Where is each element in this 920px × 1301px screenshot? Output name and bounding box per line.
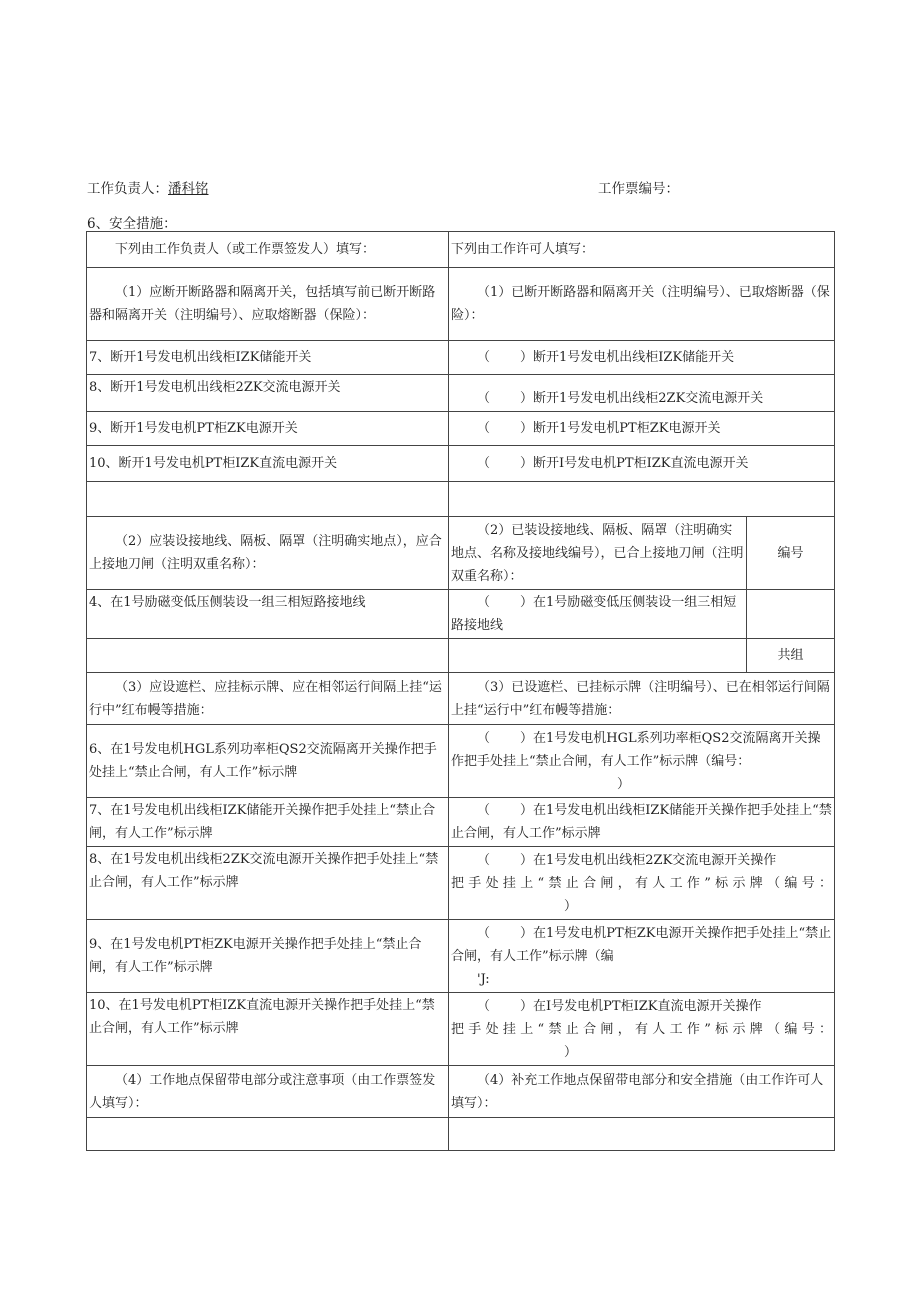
- part3-row2-right[interactable]: [449, 798, 835, 847]
- paren-open: （: [477, 730, 491, 746]
- part3-row5-right-text: ）在I号发电机PT柜IZK直流电源开关操作: [520, 998, 762, 1014]
- part2-row1-number[interactable]: [747, 590, 835, 639]
- empty-cell[interactable]: [87, 639, 449, 673]
- part1-row1-right-text: ）断开1号发电机出线柜IZK储能开关: [520, 350, 735, 365]
- paren-open: （: [477, 998, 491, 1014]
- part3-row5-left: 10、在1号发电机PT柜IZK直流电源开关操作把手处挂上“禁止合闸，有人工作”标示牌: [87, 993, 449, 1066]
- part3-row2-right-text: ）在1号发电机出线柜IZK储能开关操作把手处挂上“禁止合闸，有人工作”标示牌: [451, 803, 832, 841]
- part4-right-title: （4）补充工作地点保留带电部分和安全措施（由工作许可人填写）：: [449, 1066, 835, 1118]
- part4-left-title: （4）工作地点保留带电部分或注意事项（由工作票签发人填写）：: [87, 1066, 449, 1118]
- part3-row4-left: 9、在1号发电机PT柜ZK电源开关操作把手处挂上“禁止合闸，有人工作”标示牌: [87, 920, 449, 993]
- part2-row1-left: 4、在1号励磁变低压侧装设一组三相短路接地线: [87, 590, 449, 639]
- part1-row2-right-text: ）断开1号发电机出线柜2ZK交流电源开关: [520, 391, 764, 406]
- part3-row1-left: 6、在1号发电机HGL系列功率柜QS2交流隔离开关操作把手处挂上“禁止合闸，有人工作”标示牌: [87, 725, 449, 798]
- empty-cell[interactable]: [87, 482, 449, 517]
- paren-close: ）: [564, 1044, 578, 1060]
- part4-title-row: [87, 1066, 835, 1118]
- paren-open: （: [477, 925, 491, 941]
- part2-left-title: （2）应装设接地线、隔板、隔罩（注明确实地点），应合上接地刀闸（注明双重名称）：: [87, 517, 449, 590]
- table-row: [87, 446, 835, 482]
- paren-open: （: [477, 595, 491, 610]
- part3-row4-right[interactable]: [449, 920, 835, 993]
- ticket-number-label: 工作票编号：: [598, 181, 679, 197]
- work-leader-label: 工作负责人：: [87, 181, 168, 197]
- table-row: [87, 412, 835, 446]
- part1-row3-right-text: ）断开1号发电机PT柜ZK电源开关: [520, 421, 721, 436]
- paren-open: （: [477, 350, 491, 365]
- empty-cell[interactable]: [87, 1118, 449, 1151]
- ocr-artifact: 'J:: [477, 971, 490, 987]
- total-groups: 共组: [747, 639, 835, 673]
- part1-row2-right[interactable]: [449, 375, 835, 412]
- right-header: 下列由工作许可人填写：: [449, 232, 835, 268]
- part1-right-title: （1）已断开断路器和隔离开关（注明编号）、已取熔断器（保险）：: [449, 268, 835, 341]
- table-row: [87, 993, 835, 1066]
- paren-open: （: [477, 803, 491, 818]
- part1-row1-left: 7、断开1号发电机出线柜IZK储能开关: [87, 341, 449, 375]
- paren-open: （: [477, 391, 491, 406]
- empty-row: [87, 1118, 835, 1151]
- safety-measures-table: [86, 231, 835, 1151]
- table-row: [87, 920, 835, 993]
- part1-left-title: （1）应断开断路器和隔离开关，包括填写前已断开断路器和隔离开关（注明编号）、应取熔断器（保险）：: [87, 268, 449, 341]
- part3-row3-right[interactable]: [449, 847, 835, 920]
- part3-row3-right-line2: 把手处挂上“禁止合闸，有人工作”标示牌（编号：: [451, 875, 833, 891]
- paren-close: ）: [617, 776, 631, 792]
- part2-title-row: [87, 517, 835, 590]
- part3-right-title: （3）已设遮栏、已挂标示牌（注明编号）、已在相邻运行间隔上挂“运行中”红布幔等措施：: [449, 673, 835, 725]
- part3-row3-left: 8、在1号发电机出线柜2ZK交流电源开关操作把手处挂上“禁止合闸，有人工作”标示牌: [87, 847, 449, 920]
- part3-row5-right[interactable]: [449, 993, 835, 1066]
- left-header: 下列由工作负责人（或工作票签发人）填写：: [87, 232, 449, 268]
- part1-row1-right[interactable]: [449, 341, 835, 375]
- part3-row1-right-text: ）在1号发电机HGL系列功率柜QS2交流隔离开关操作把手处挂上“禁止合闸，有人工作”标示牌（编号：: [451, 730, 821, 769]
- work-leader-name[interactable]: 潘科铭: [168, 181, 209, 197]
- part2-row1-right[interactable]: [449, 590, 747, 639]
- table-header-row: [87, 232, 835, 268]
- number-header: 编号: [747, 517, 835, 590]
- empty-cell[interactable]: [449, 639, 747, 673]
- table-row: [87, 847, 835, 920]
- part1-row4-right[interactable]: [449, 446, 835, 482]
- part3-left-title: （3）应设遮栏、应挂标示牌、应在相邻运行间隔上挂“运行中”红布幔等措施：: [87, 673, 449, 725]
- part1-row4-right-text: ）断开I号发电机PT柜IZK直流电源开关: [520, 456, 749, 471]
- table-row: [87, 798, 835, 847]
- part3-row1-right[interactable]: [449, 725, 835, 798]
- part1-row4-left: 10、断开1号发电机PT柜IZK直流电源开关: [87, 446, 449, 482]
- part3-row4-right-text: ）在1号发电机PT柜ZK电源开关操作把手处挂上“禁止合闸，有人工作”标示牌（编: [451, 925, 832, 964]
- paren-open: （: [477, 456, 491, 471]
- paren-open: （: [477, 421, 491, 436]
- section-title: 6、安全措施：: [87, 216, 177, 232]
- table-row: [87, 725, 835, 798]
- table-row: [87, 590, 835, 639]
- table-row: [87, 375, 835, 412]
- part2-right-title: （2）已装设接地线、隔板、隔罩（注明确实地点、名称及接地线编号），已合上接地刀闸（注明双重名称）：: [449, 517, 747, 590]
- table-row: [87, 341, 835, 375]
- part1-row2-left: 8、断开1号发电机出线柜2ZK交流电源开关: [87, 375, 449, 412]
- paren-close: ）: [564, 898, 578, 914]
- ticket-number-line: [598, 177, 679, 197]
- part3-row5-right-line2: 把手处挂上“禁止合闸，有人工作”标示牌（编号：: [451, 1021, 833, 1037]
- empty-cell[interactable]: [449, 482, 835, 517]
- paren-open: （: [477, 852, 491, 868]
- table-row: [87, 639, 835, 673]
- part1-title-row: [87, 268, 835, 341]
- part3-row3-right-text: ）在1号发电机出线柜2ZK交流电源开关操作: [520, 852, 777, 868]
- part1-row3-left: 9、断开1号发电机PT柜ZK电源开关: [87, 412, 449, 446]
- empty-row: [87, 482, 835, 517]
- part1-row3-right[interactable]: [449, 412, 835, 446]
- part2-row1-right-text: ）在1号励磁变低压侧装设一组三相短路接地线: [451, 595, 737, 633]
- work-leader-line: [87, 177, 209, 197]
- part3-title-row: [87, 673, 835, 725]
- part3-row2-left: 7、在1号发电机出线柜IZK储能开关操作把手处挂上“禁止合闸，有人工作”标示牌: [87, 798, 449, 847]
- empty-cell[interactable]: [449, 1118, 835, 1151]
